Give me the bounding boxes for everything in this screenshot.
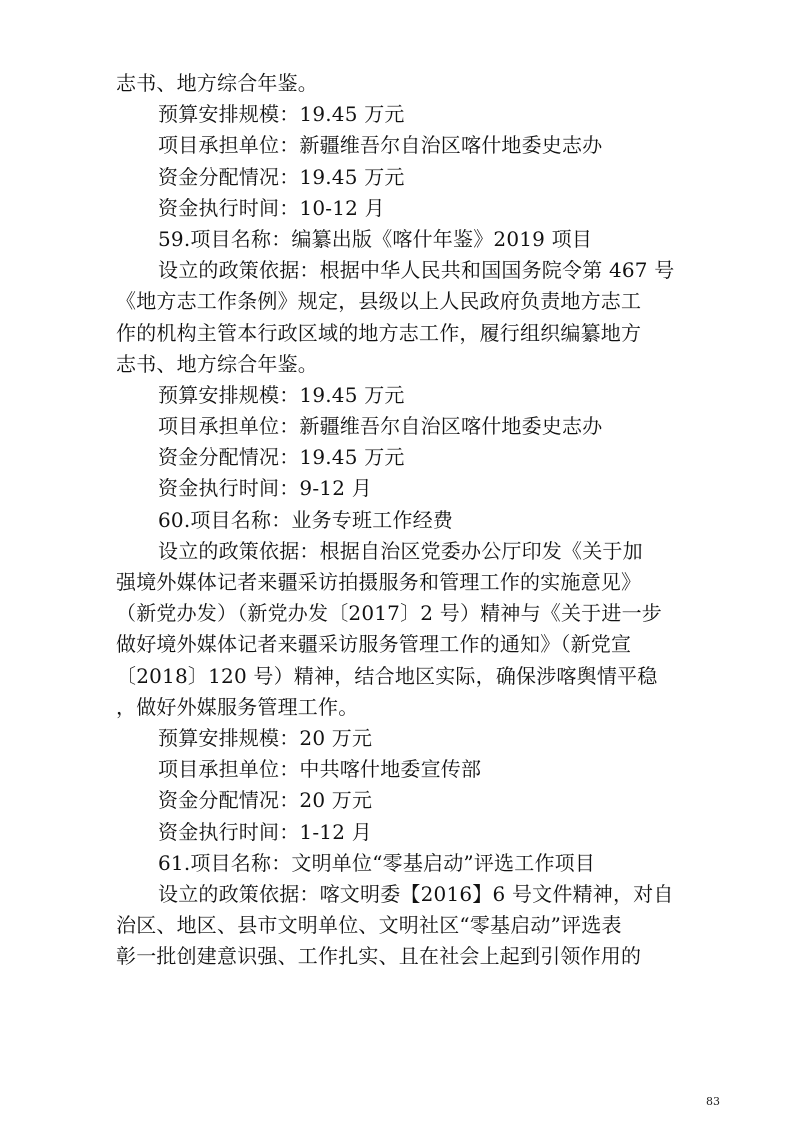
text-line: 资金执行时间：1-12 月 xyxy=(158,819,372,844)
page-number: 83 xyxy=(706,1095,720,1108)
text-line: 彰一批创建意识强、工作扎实、且在社会上起到引领作用的 xyxy=(116,944,642,969)
text-line: 资金分配情况：19.45 万元 xyxy=(158,164,405,189)
text-line: （新党办发）（新党办发〔2017〕2 号）精神与《关于进一步 xyxy=(116,601,662,626)
text-line: 志书、地方综合年鉴。 xyxy=(116,71,318,95)
text-line: 设立的政策依据：根据自治区党委办公厅印发《关于加 xyxy=(158,538,643,563)
text-line: 预算安排规模：20 万元 xyxy=(158,725,373,750)
text-line: ，做好外媒服务管理工作。 xyxy=(116,694,359,719)
text-line: 59.项目名称：编纂出版《喀什年鉴》2019 项目 xyxy=(158,226,593,251)
text-line: 设立的政策依据：根据中华人民共和国国务院令第 467 号 xyxy=(158,258,675,283)
text-line: 资金分配情况：20 万元 xyxy=(158,788,373,813)
text-line: 志书、地方综合年鉴。 xyxy=(116,351,318,376)
text-line: 60.项目名称：业务专班工作经费 xyxy=(158,507,454,532)
body-text xyxy=(116,68,696,972)
text-line: 资金分配情况：19.45 万元 xyxy=(158,445,405,470)
text-line: 资金执行时间：9-12 月 xyxy=(158,476,372,501)
text-line: 强境外媒体记者来疆采访拍摄服务和管理工作的实施意见》 xyxy=(116,570,642,594)
text-line: 项目承担单位：中共喀什地委宣传部 xyxy=(158,757,482,782)
text-line: 项目承担单位：新疆维吾尔自治区喀什地委史志办 xyxy=(158,133,603,158)
text-line: 《地方志工作条例》规定，县级以上人民政府负责地方志工 xyxy=(116,289,642,314)
text-line: 预算安排规模：19.45 万元 xyxy=(158,102,405,127)
text-line: 〔2018〕120 号）精神，结合地区实际，确保涉喀舆情平稳 xyxy=(116,663,658,688)
text-line: 作的机构主管本行政区域的地方志工作，履行组织编纂地方 xyxy=(116,320,642,345)
text-line: 61.项目名称：文明单位“零基启动”评选工作项目 xyxy=(158,850,596,875)
text-line: 设立的政策依据：喀文明委【2016】6 号文件精神，对自 xyxy=(158,881,674,906)
text-line: 资金执行时间：10-12 月 xyxy=(158,195,385,220)
text-line: 项目承担单位：新疆维吾尔自治区喀什地委史志办 xyxy=(158,414,603,439)
text-line: 治区、地区、县市文明单位、文明社区“零基启动”评选表 xyxy=(116,913,622,938)
text-line: 做好境外媒体记者来疆采访服务管理工作的通知》（新党宣 xyxy=(116,632,632,657)
text-line: 预算安排规模：19.45 万元 xyxy=(158,382,405,407)
